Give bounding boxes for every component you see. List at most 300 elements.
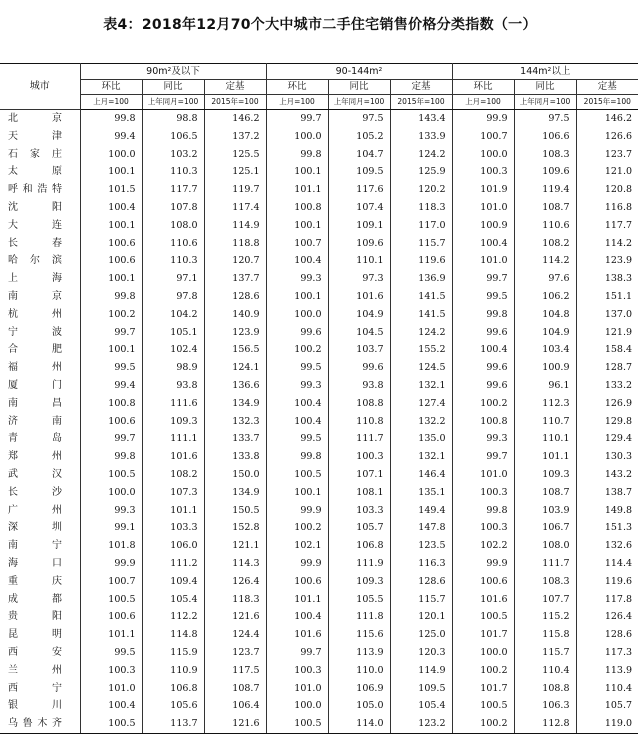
index-value-cell: 100.6 <box>80 413 142 431</box>
table-row <box>0 537 638 555</box>
index-value-cell: 100.4 <box>266 395 328 413</box>
index-value-cell: 125.0 <box>390 626 452 644</box>
city-name: 呼和浩特 <box>8 184 62 196</box>
table-row <box>0 128 638 146</box>
city-name-cell <box>0 680 80 698</box>
city-name-cell <box>0 697 80 715</box>
city-name: 武汉 <box>8 468 62 480</box>
table-row <box>0 341 638 359</box>
index-value-cell: 107.7 <box>514 591 576 609</box>
city-name-cell <box>0 448 80 466</box>
city-name: 厦门 <box>8 379 62 391</box>
index-value-cell: 100.5 <box>80 715 142 733</box>
index-value-cell: 99.6 <box>452 377 514 395</box>
table-row <box>0 519 638 537</box>
index-value-cell: 141.5 <box>390 306 452 324</box>
index-value-cell: 118.8 <box>204 235 266 253</box>
index-value-cell: 115.7 <box>514 644 576 662</box>
index-value-cell: 100.5 <box>452 697 514 715</box>
table-row <box>0 324 638 342</box>
table-row <box>0 573 638 591</box>
index-value-cell: 149.4 <box>390 502 452 520</box>
table-row <box>0 288 638 306</box>
index-value-cell: 110.3 <box>142 252 204 270</box>
index-value-cell: 123.9 <box>204 324 266 342</box>
index-value-cell: 93.8 <box>142 377 204 395</box>
index-value-cell: 124.5 <box>390 359 452 377</box>
index-value-cell: 106.2 <box>514 288 576 306</box>
index-value-cell: 99.3 <box>452 430 514 448</box>
index-value-cell: 93.8 <box>328 377 390 395</box>
city-name-cell <box>0 324 80 342</box>
index-value-cell: 110.6 <box>514 217 576 235</box>
index-value-cell: 112.8 <box>514 715 576 733</box>
city-name-cell <box>0 555 80 573</box>
index-value-cell: 110.1 <box>328 252 390 270</box>
index-value-cell: 99.3 <box>80 502 142 520</box>
index-value-cell: 100.2 <box>266 341 328 359</box>
sub-header-yoy: 同比 <box>328 80 390 95</box>
index-value-cell: 135.0 <box>390 430 452 448</box>
index-value-cell: 101.1 <box>142 502 204 520</box>
sub-header-yoy: 同比 <box>142 80 204 95</box>
index-value-cell: 109.5 <box>328 163 390 181</box>
city-name: 大连 <box>8 219 62 231</box>
index-value-cell: 99.1 <box>80 519 142 537</box>
group-header-large: 144m²以上 <box>452 64 638 80</box>
table-row <box>0 608 638 626</box>
index-value-cell: 114.2 <box>576 235 638 253</box>
index-value-cell: 134.9 <box>204 395 266 413</box>
index-value-cell: 141.5 <box>390 288 452 306</box>
index-value-cell: 101.6 <box>328 288 390 306</box>
index-value-cell: 121.0 <box>576 163 638 181</box>
table-row <box>0 377 638 395</box>
index-value-cell: 134.9 <box>204 484 266 502</box>
index-value-cell: 128.7 <box>576 359 638 377</box>
city-name-cell <box>0 181 80 199</box>
index-value-cell: 100.3 <box>452 163 514 181</box>
index-value-cell: 117.8 <box>576 591 638 609</box>
index-value-cell: 126.9 <box>576 395 638 413</box>
city-name: 北京 <box>8 113 62 124</box>
index-value-cell: 106.9 <box>328 680 390 698</box>
city-name-cell <box>0 128 80 146</box>
index-value-cell: 102.1 <box>266 537 328 555</box>
index-value-cell: 113.7 <box>142 715 204 733</box>
table-row <box>0 110 638 128</box>
price-index-table-container <box>0 63 638 734</box>
index-value-cell: 100.3 <box>328 448 390 466</box>
index-value-cell: 104.9 <box>328 306 390 324</box>
index-value-cell: 105.4 <box>142 591 204 609</box>
index-value-cell: 124.2 <box>390 146 452 164</box>
index-value-cell: 143.2 <box>576 466 638 484</box>
sub-header-mom: 环比 <box>266 80 328 95</box>
index-value-cell: 132.3 <box>204 413 266 431</box>
table-row <box>0 359 638 377</box>
index-value-cell: 106.7 <box>514 519 576 537</box>
table-row <box>0 306 638 324</box>
city-name: 哈尔滨 <box>8 255 62 267</box>
index-value-cell: 101.6 <box>452 591 514 609</box>
city-name: 西宁 <box>8 682 62 694</box>
index-value-cell: 121.6 <box>204 608 266 626</box>
index-value-cell: 105.6 <box>142 697 204 715</box>
index-value-cell: 100.5 <box>80 466 142 484</box>
table-row <box>0 644 638 662</box>
index-value-cell: 137.0 <box>576 306 638 324</box>
index-value-cell: 132.6 <box>576 537 638 555</box>
index-value-cell: 100.3 <box>452 519 514 537</box>
index-value-cell: 133.8 <box>204 448 266 466</box>
index-value-cell: 100.4 <box>80 697 142 715</box>
city-name-cell <box>0 306 80 324</box>
table-row <box>0 484 638 502</box>
index-value-cell: 99.6 <box>328 359 390 377</box>
index-value-cell: 108.0 <box>142 217 204 235</box>
table-row <box>0 270 638 288</box>
index-value-cell: 97.8 <box>142 288 204 306</box>
index-value-cell: 114.3 <box>204 555 266 573</box>
table-header <box>0 64 638 110</box>
index-value-cell: 123.7 <box>576 146 638 164</box>
table-row <box>0 502 638 520</box>
index-value-cell: 100.7 <box>266 235 328 253</box>
city-name: 乌鲁木齐 <box>8 718 62 730</box>
index-value-cell: 138.3 <box>576 270 638 288</box>
index-value-cell: 99.5 <box>266 430 328 448</box>
index-value-cell: 123.5 <box>390 537 452 555</box>
index-value-cell: 100.0 <box>266 306 328 324</box>
index-value-cell: 101.1 <box>80 626 142 644</box>
index-value-cell: 99.8 <box>80 110 142 128</box>
sub-header-mom: 环比 <box>452 80 514 95</box>
index-value-cell: 105.1 <box>142 324 204 342</box>
index-value-cell: 115.2 <box>514 608 576 626</box>
index-value-cell: 105.4 <box>390 697 452 715</box>
index-value-cell: 100.5 <box>266 715 328 733</box>
index-value-cell: 106.5 <box>142 128 204 146</box>
index-value-cell: 103.4 <box>514 341 576 359</box>
index-value-cell: 100.1 <box>80 341 142 359</box>
index-value-cell: 119.7 <box>204 181 266 199</box>
index-value-cell: 100.8 <box>452 413 514 431</box>
index-value-cell: 108.8 <box>514 680 576 698</box>
index-value-cell: 105.5 <box>328 591 390 609</box>
index-value-cell: 100.8 <box>266 199 328 217</box>
index-value-cell: 99.5 <box>452 288 514 306</box>
index-value-cell: 113.9 <box>328 644 390 662</box>
index-value-cell: 136.9 <box>390 270 452 288</box>
sub-header-base: 定基 <box>204 80 266 95</box>
index-value-cell: 158.4 <box>576 341 638 359</box>
city-name-cell <box>0 466 80 484</box>
city-name: 昆明 <box>8 629 62 641</box>
index-value-cell: 100.6 <box>80 608 142 626</box>
base-header-2015: 2015年=100 <box>576 95 638 110</box>
index-value-cell: 104.9 <box>514 324 576 342</box>
base-header-prev-month: 上月=100 <box>452 95 514 110</box>
city-name: 石家庄 <box>8 148 62 160</box>
index-value-cell: 99.6 <box>452 359 514 377</box>
index-value-cell: 100.6 <box>80 252 142 270</box>
index-value-cell: 109.6 <box>514 163 576 181</box>
city-name: 贵阳 <box>8 611 62 623</box>
index-value-cell: 150.5 <box>204 502 266 520</box>
index-value-cell: 99.5 <box>266 359 328 377</box>
index-value-cell: 151.3 <box>576 519 638 537</box>
city-name: 广州 <box>8 504 62 516</box>
index-value-cell: 111.6 <box>142 395 204 413</box>
index-value-cell: 98.8 <box>142 110 204 128</box>
city-name-cell <box>0 163 80 181</box>
index-value-cell: 119.6 <box>390 252 452 270</box>
index-value-cell: 115.7 <box>390 591 452 609</box>
index-value-cell: 101.5 <box>80 181 142 199</box>
city-name-cell <box>0 110 80 128</box>
index-value-cell: 108.7 <box>514 199 576 217</box>
index-value-cell: 101.8 <box>80 537 142 555</box>
index-value-cell: 137.7 <box>204 270 266 288</box>
group-header-small: 90m²及以下 <box>80 64 266 80</box>
index-value-cell: 99.9 <box>80 555 142 573</box>
index-value-cell: 119.4 <box>514 181 576 199</box>
index-value-cell: 112.3 <box>514 395 576 413</box>
index-value-cell: 128.6 <box>204 288 266 306</box>
index-value-cell: 114.9 <box>204 217 266 235</box>
group-header-medium: 90-144m² <box>266 64 452 80</box>
index-value-cell: 146.4 <box>390 466 452 484</box>
city-name: 兰州 <box>8 664 62 676</box>
index-value-cell: 120.1 <box>390 608 452 626</box>
index-value-cell: 121.6 <box>204 715 266 733</box>
index-value-cell: 110.3 <box>142 163 204 181</box>
index-value-cell: 124.4 <box>204 626 266 644</box>
index-value-cell: 116.8 <box>576 199 638 217</box>
index-value-cell: 149.8 <box>576 502 638 520</box>
index-value-cell: 140.9 <box>204 306 266 324</box>
index-value-cell: 100.2 <box>452 715 514 733</box>
index-value-cell: 104.7 <box>328 146 390 164</box>
index-value-cell: 110.4 <box>576 680 638 698</box>
index-value-cell: 99.7 <box>266 644 328 662</box>
index-value-cell: 97.5 <box>514 110 576 128</box>
index-value-cell: 109.1 <box>328 217 390 235</box>
sub-header-base: 定基 <box>390 80 452 95</box>
index-value-cell: 101.9 <box>452 181 514 199</box>
index-value-cell: 101.0 <box>266 680 328 698</box>
index-value-cell: 100.5 <box>452 608 514 626</box>
index-value-cell: 110.8 <box>328 413 390 431</box>
index-value-cell: 132.1 <box>390 448 452 466</box>
city-name-cell <box>0 662 80 680</box>
index-value-cell: 100.8 <box>80 395 142 413</box>
index-value-cell: 107.3 <box>142 484 204 502</box>
city-name-cell <box>0 644 80 662</box>
table-row <box>0 413 638 431</box>
index-value-cell: 101.7 <box>452 680 514 698</box>
index-value-cell: 106.8 <box>328 537 390 555</box>
index-value-cell: 111.9 <box>328 555 390 573</box>
index-value-cell: 111.1 <box>142 430 204 448</box>
index-value-cell: 101.6 <box>266 626 328 644</box>
index-value-cell: 117.0 <box>390 217 452 235</box>
index-value-cell: 125.1 <box>204 163 266 181</box>
city-name: 郑州 <box>8 451 62 463</box>
index-value-cell: 114.9 <box>390 662 452 680</box>
index-value-cell: 114.4 <box>576 555 638 573</box>
city-name-cell <box>0 573 80 591</box>
city-name: 天津 <box>8 130 62 142</box>
table-row <box>0 163 638 181</box>
index-value-cell: 110.7 <box>514 413 576 431</box>
index-value-cell: 117.6 <box>328 181 390 199</box>
index-value-cell: 107.8 <box>142 199 204 217</box>
index-value-cell: 103.3 <box>142 519 204 537</box>
table-row <box>0 680 638 698</box>
index-value-cell: 100.6 <box>80 235 142 253</box>
index-value-cell: 101.1 <box>514 448 576 466</box>
city-name: 杭州 <box>8 308 62 320</box>
index-value-cell: 99.5 <box>80 644 142 662</box>
index-value-cell: 114.2 <box>514 252 576 270</box>
city-name: 南宁 <box>8 540 62 552</box>
index-value-cell: 109.4 <box>142 573 204 591</box>
index-value-cell: 143.4 <box>390 110 452 128</box>
index-value-cell: 120.8 <box>576 181 638 199</box>
index-value-cell: 152.8 <box>204 519 266 537</box>
city-name-cell <box>0 252 80 270</box>
city-name-cell <box>0 341 80 359</box>
index-value-cell: 100.1 <box>80 217 142 235</box>
index-value-cell: 108.2 <box>514 235 576 253</box>
index-value-cell: 100.0 <box>80 484 142 502</box>
index-value-cell: 100.9 <box>514 359 576 377</box>
index-value-cell: 99.6 <box>452 324 514 342</box>
index-value-cell: 108.3 <box>514 573 576 591</box>
table-body <box>0 110 638 734</box>
index-value-cell: 99.3 <box>266 270 328 288</box>
index-value-cell: 146.2 <box>204 110 266 128</box>
index-value-cell: 101.6 <box>142 448 204 466</box>
index-value-cell: 100.7 <box>452 128 514 146</box>
table-row <box>0 217 638 235</box>
index-value-cell: 115.8 <box>514 626 576 644</box>
index-value-cell: 99.8 <box>80 448 142 466</box>
index-value-cell: 121.9 <box>576 324 638 342</box>
index-value-cell: 100.4 <box>80 199 142 217</box>
city-name: 成都 <box>8 593 62 605</box>
index-value-cell: 99.8 <box>452 502 514 520</box>
base-header-prev-year: 上年同月=100 <box>328 95 390 110</box>
index-value-cell: 100.3 <box>80 662 142 680</box>
index-value-cell: 101.1 <box>266 591 328 609</box>
index-value-cell: 103.7 <box>328 341 390 359</box>
index-value-cell: 114.8 <box>142 626 204 644</box>
index-value-cell: 133.9 <box>390 128 452 146</box>
table-row <box>0 252 638 270</box>
index-value-cell: 100.1 <box>80 163 142 181</box>
table-row <box>0 146 638 164</box>
city-name: 上海 <box>8 273 62 285</box>
city-name-cell <box>0 715 80 733</box>
index-value-cell: 129.8 <box>576 413 638 431</box>
city-name-cell <box>0 270 80 288</box>
index-value-cell: 101.1 <box>266 181 328 199</box>
index-value-cell: 110.9 <box>142 662 204 680</box>
table-row <box>0 715 638 733</box>
index-value-cell: 133.7 <box>204 430 266 448</box>
index-value-cell: 100.5 <box>80 591 142 609</box>
index-value-cell: 120.3 <box>390 644 452 662</box>
city-name-cell <box>0 288 80 306</box>
index-value-cell: 132.2 <box>390 413 452 431</box>
index-value-cell: 111.8 <box>328 608 390 626</box>
index-value-cell: 126.4 <box>576 608 638 626</box>
index-value-cell: 100.2 <box>80 306 142 324</box>
index-value-cell: 100.4 <box>266 252 328 270</box>
city-name: 福州 <box>8 362 62 374</box>
index-value-cell: 99.8 <box>266 448 328 466</box>
city-name: 海口 <box>8 557 62 569</box>
index-value-cell: 107.1 <box>328 466 390 484</box>
city-name-cell <box>0 484 80 502</box>
index-value-cell: 138.7 <box>576 484 638 502</box>
table-row <box>0 395 638 413</box>
index-value-cell: 104.5 <box>328 324 390 342</box>
index-value-cell: 99.3 <box>266 377 328 395</box>
index-value-cell: 97.3 <box>328 270 390 288</box>
index-value-cell: 100.1 <box>266 484 328 502</box>
index-value-cell: 115.6 <box>328 626 390 644</box>
index-value-cell: 116.3 <box>390 555 452 573</box>
city-name-cell <box>0 217 80 235</box>
index-value-cell: 109.3 <box>514 466 576 484</box>
index-value-cell: 100.1 <box>80 270 142 288</box>
index-value-cell: 111.7 <box>514 555 576 573</box>
base-header-2015: 2015年=100 <box>204 95 266 110</box>
index-value-cell: 105.0 <box>328 697 390 715</box>
index-value-cell: 106.8 <box>142 680 204 698</box>
index-value-cell: 110.4 <box>514 662 576 680</box>
index-value-cell: 111.7 <box>328 430 390 448</box>
index-value-cell: 97.1 <box>142 270 204 288</box>
index-value-cell: 99.8 <box>80 288 142 306</box>
city-name: 重庆 <box>8 575 62 587</box>
index-value-cell: 151.1 <box>576 288 638 306</box>
index-value-cell: 132.1 <box>390 377 452 395</box>
index-value-cell: 110.0 <box>328 662 390 680</box>
table-row <box>0 466 638 484</box>
index-value-cell: 108.7 <box>514 484 576 502</box>
city-name-cell <box>0 519 80 537</box>
index-value-cell: 99.9 <box>266 502 328 520</box>
index-value-cell: 97.6 <box>514 270 576 288</box>
city-name: 青岛 <box>8 433 62 445</box>
index-value-cell: 103.3 <box>328 502 390 520</box>
table-row <box>0 555 638 573</box>
index-value-cell: 104.2 <box>142 306 204 324</box>
index-value-cell: 109.3 <box>142 413 204 431</box>
index-value-cell: 99.9 <box>452 110 514 128</box>
index-value-cell: 99.4 <box>80 377 142 395</box>
city-name-cell <box>0 395 80 413</box>
index-value-cell: 123.7 <box>204 644 266 662</box>
index-value-cell: 128.6 <box>390 573 452 591</box>
index-value-cell: 136.6 <box>204 377 266 395</box>
index-value-cell: 100.0 <box>452 146 514 164</box>
